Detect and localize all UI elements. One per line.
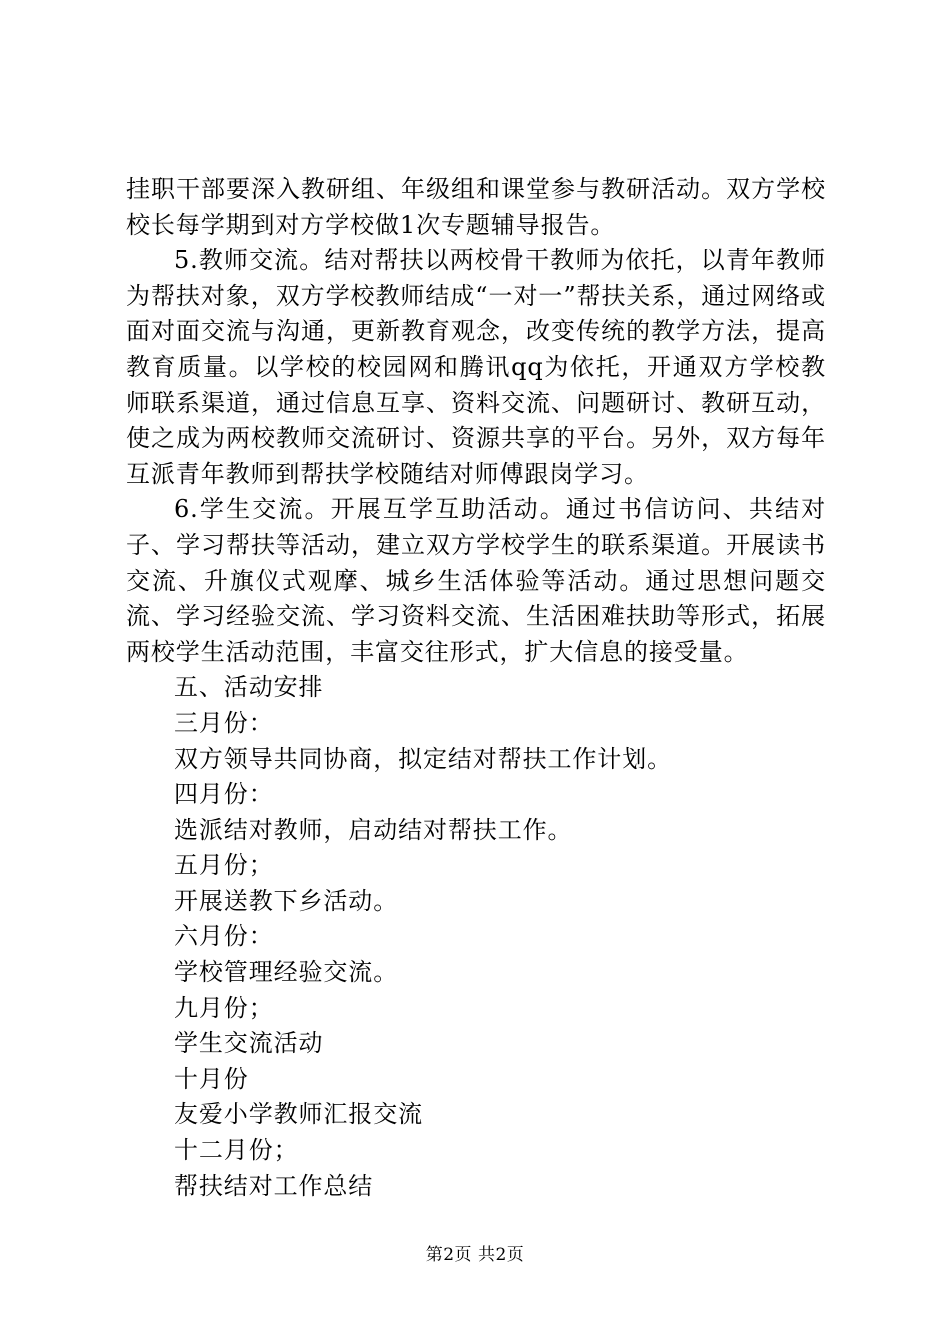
schedule-month-april: 四月份： — [174, 780, 274, 809]
schedule-item-june: 学校管理经验交流。 — [174, 958, 399, 987]
schedule-month-september: 九月份； — [174, 993, 274, 1022]
schedule-month-march: 三月份： — [174, 708, 274, 737]
schedule-item-september: 学生交流活动 — [174, 1029, 324, 1058]
page-number-footer: 第2页 共2页 — [425, 1245, 525, 1265]
paragraph-teacher-exchange: 5.教师交流。结对帮扶以两校骨干教师为依托，以青年教师为帮扶对象，双方学校教师结成“一对一”帮扶关系，通过网络或面对面交流与沟通，更新教育观念，改变传统的教学方法，提高教育质量。以学校的校园网和腾讯qq为依托，开通双方学校教师联系渠道，通过信息互享、资料交流、问题研讨、教研互动，使之成为两校教师交流研讨、资源共享的平台。另外，双方每年互派青年教师到帮扶学校随结对师傅跟岗学习。 — [126, 246, 826, 488]
section-heading-activity-schedule: 五、活动安排 — [174, 673, 324, 702]
schedule-item-december: 帮扶结对工作总结 — [174, 1171, 374, 1200]
schedule-month-december: 十二月份； — [174, 1136, 299, 1165]
paragraph-continuation: 挂职干部要深入教研组、年级组和课堂参与教研活动。双方学校校长每学期到对方学校做1次专题辅导报告。 — [126, 175, 826, 239]
schedule-month-june: 六月份： — [174, 922, 274, 951]
schedule-item-october: 友爱小学教师汇报交流 — [174, 1100, 423, 1129]
schedule-item-may: 开展送教下乡活动。 — [174, 886, 399, 915]
schedule-month-may: 五月份； — [174, 851, 274, 880]
schedule-month-october: 十月份 — [174, 1064, 249, 1093]
document-body — [126, 172, 826, 1204]
paragraph-student-exchange: 6.学生交流。开展互学互助活动。通过书信访问、共结对子、学习帮扶等活动，建立双方学校学生的联系渠道。开展读书交流、升旗仪式观摩、城乡生活体验等活动。通过思想问题交流、学习经验交流、学习资料交流、生活困难扶助等形式，拓展两校学生活动范围，丰富交往形式，扩大信息的接受量。 — [126, 495, 826, 666]
schedule-item-march: 双方领导共同协商，拟定结对帮扶工作计划。 — [174, 744, 672, 773]
schedule-item-april: 选派结对教师，启动结对帮扶工作。 — [174, 815, 573, 844]
